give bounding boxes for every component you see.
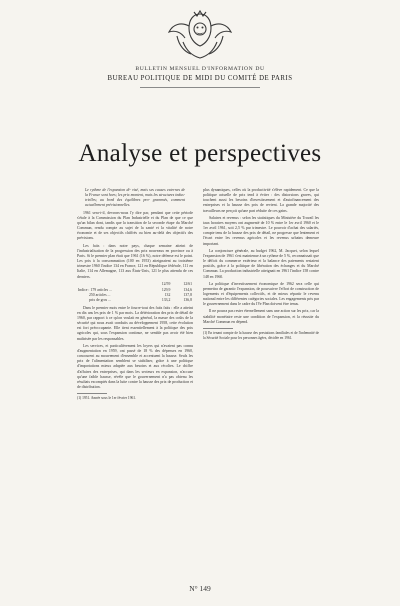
paragraph: Il ne pourra pas rester éternellement sans une action sur les prix, car la stabilité monétaire reste une condition de l'expansion, et la réussite du Marché Commun en dépend. [203,309,319,324]
price-index-table [77,282,193,303]
paragraph: Dans le premier mois entre le fourre-tout des faits faits : elle a atteint en dix ans les prix de 1 % par mois. La détérioration des prix de détail de 1960, par rapport à ce qu'on voulait en général, la masse des coûts de la sécurité qui nous avait conduits au développement 1958, cette évolution est fort préoccupante. Elle tient essentiellement à la politique des prix agricoles qui, sous l'expansion continue, ne semble pas avoir été bien maîtrisée par les responsables. [77,305,193,341]
paragraph: Les services, et particulièrement les loyers qui n'avaient pas connu d'augmentation en 1959, ont passé de 18 % des dépenses en 1960, concourent au mouvement d'ensemble et accentuent la hausse. Seuls les prix de l'alimentation semblent se stabiliser, grâce à une politique d'importations mieux adaptée aux besoins et aux récoltes. Le chiffre d'affaires des entreprises, qui dans les secteurs en expansion, n'accuse qu'une faible hausse, révèle que le gouvernement n'a pas obtenu les résultats escomptés dans la lutte contre la hausse des prix de production et de distribution. [77,343,193,389]
header-rule [140,87,260,88]
paragraph: 1961 sera-t-il, devrons-nous l'y dire par, pendant que cette période s'étale à la Commission du Plan Industrielle et du Plan de que ce que qu'un bilan dont, tandis que la transition de la seconde étape du Marché Commun, rendu compte au sujet de la santé et la vitalité de notre économie et de ses objectifs chiffrés ou bien au-delà des objectifs des prévisions. [77,210,193,241]
paragraph: La conjoncture générale, au budget 1962, M. Jacquet, selon lequel l'expansion de 1961 s'est maintenue à un rythme de 5 %, reconnaissait que le déficit du commerce extérieur et la balance des paiements restaient positifs, grâce à la politique de libération des échanges et du Marché Commun. La production industrielle atteignait en 1961 l'indice 158 contre 148 en 1960. [203,248,319,279]
paragraph: Salaires et revenus : selon les statistiques du Ministère du Travail les taux horaires moyens ont augmenté de 10 % entre le 1er avril 1960 et le 1er avril 1961, soit 2,5 % par trimestre. Le pouvoir d'achat des salariés, compte tenu de la hausse des prix de détail, ne progresse que lentement et l'écart entre les revenus agricoles et les revenus urbains demeure important. [203,215,319,246]
table-cell: 250 articles ... [89,292,111,297]
table-header: 12/61 [183,281,192,286]
footnote-rule [203,328,233,329]
table-cell: Indice : 179 articles ... [78,287,112,292]
left-column [77,188,193,403]
bureau-label: BUREAU POLITIQUE DE MIDI DU COMITÉ DE PARIS [107,75,293,82]
footnote: (1) 1951. Année sous le 1er février 1961. [77,396,136,401]
table-cell: 134,6 [183,287,192,292]
paragraph: plus dynamiques, celles où la productivité s'élève rapidement. Ce que la politique actuelle de prix tend à éviter : des distorsions graves, qui touchent aussi les besoins d'investissement et d'autofinancement des entreprises et la hausse des prix de revient. La grande majorité des travailleurs ne perçoit qu'une part réduite de ces gains. [203,188,319,213]
table-cell: 132 [164,292,171,297]
table-row [77,298,193,303]
table-cell: 129,9 [161,287,171,292]
emblem-icon [163,8,237,64]
bulletin-label: BULLETIN MENSUEL D'INFORMATION DU [135,66,265,72]
table-cell: prix de gros ... [89,297,111,302]
paragraph: Les faits : dans notre pays, chaque semaine atteint de l'industrialisation de la progression des prix nouveaux en province ou à Paris. Si le premier plan était que 1961 (16 %), notre défense est le point. Les prix à la consommation (100 en 1953) atteignaient au troisième trimestre 1960 l'indice 134 en France, 121 en République fédérale, 111 en Italie, 114 en Allemagne, 113 aux États-Unis, 121 le plus attendu de ces derniers. [77,243,193,279]
lead-paragraph: Le rythme de l'expansion di- visé, mais ses causes externes de la France sont hors; les prix montent, mais les structures indus- trielles; au bord des équilibres pro- grammés, comment actuellement prévisionnelles. [85,188,185,208]
table-cell: 133,2 [161,297,171,302]
footnote: (1) En tenant compte de la hausse des prestations familiales et de l'indemnité de la Sécurité Sociale pour les personnes âgées, décidée en 1961. [203,330,319,340]
table-cell: 137,8 [183,292,192,297]
table-header: 12/59 [161,281,171,286]
page-title: Analyse et perspectives [78,140,322,167]
footnote-rule [77,393,107,394]
paragraph: La politique d'investissement économique de 1962 sera celle qui permettra de garantir l'expansion, de poursuivre l'effort de construction de logements et d'équipements collectifs, et de mieux répartir le revenu national entre les différentes catégories sociales. Les engagements pris par le gouvernement dans le cadre du IVe Plan doivent être tenus. [203,281,319,307]
right-column [203,188,319,342]
page-number: N° 149 [189,584,211,593]
table-cell: 136,8 [183,297,192,302]
